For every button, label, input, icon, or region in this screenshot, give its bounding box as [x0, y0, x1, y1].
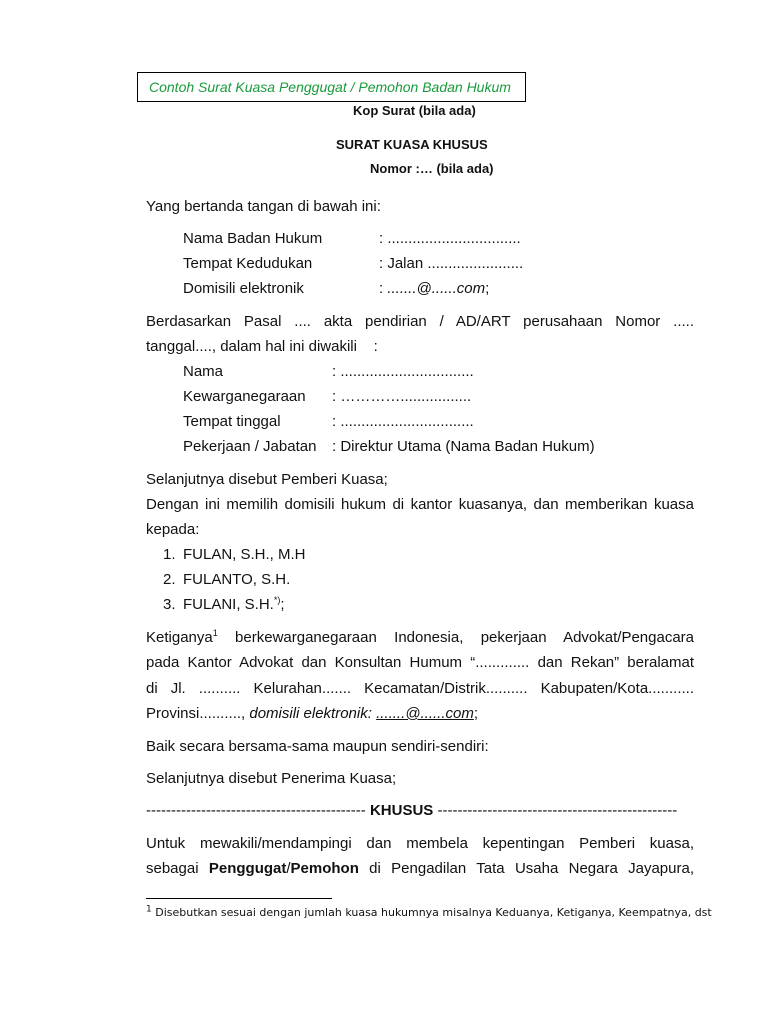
field-label: Kewarganegaraan	[183, 388, 306, 405]
field-value: : Direktur Utama (Nama Badan Hukum)	[332, 438, 595, 455]
basis-line: tanggal...., dalam hal ini diwakili :	[146, 338, 378, 355]
footnote-ref: 1	[212, 628, 218, 638]
field-label: Tempat Kedudukan	[183, 255, 313, 272]
field-label: Nama	[183, 363, 224, 380]
basis-line: Berdasarkan Pasal .... akta pendirian / AD/ART perusahaan Nomor .....	[146, 313, 694, 330]
intro-text: Yang bertanda tangan di bawah ini:	[146, 198, 381, 215]
footnote: $^1$ Disebutkan sesuai dengan jumlah kuasa hukumnya misalnya Keduanya, Ketiganya, Keempatnya, dst	[146, 904, 712, 919]
field-label: Pekerjaan / Jabatan	[183, 438, 317, 455]
lawyer-name: FULAN, S.H., M.H	[183, 546, 306, 563]
para-line: Untuk mewakili/mendampingi dan membela kepentingan Pemberi kuasa,	[146, 835, 694, 852]
para-line: Provinsi.........., domisili elektronik: .......@......com;	[146, 705, 478, 722]
lawyer-name: FULANI, S.H.*);	[183, 595, 285, 613]
field-value: : ………….................	[332, 388, 472, 405]
list-number: 1.	[163, 546, 176, 563]
email-placeholder: .......@......com	[376, 705, 474, 722]
para-line: Ketiganya$^1$ berkewarganegaraan Indonesia, pekerjaan Advokat/Pengacara	[146, 628, 694, 646]
list-number: 2.	[163, 571, 176, 588]
example-title: Contoh Surat Kuasa Penggugat / Pemohon Badan Hukum	[149, 79, 511, 95]
domisili-line: Dengan ini memilih domisili hukum di kantor kuasanya, dan memberikan kuasa	[146, 496, 694, 513]
para-line: pada Kantor Advokat dan Konsultan Humum “............. dan Rekan” beralamat	[146, 654, 694, 671]
document-number: Nomor :… (bila ada)	[370, 161, 494, 176]
domisili-line: kepada:	[146, 521, 200, 538]
para-line: sebagai Penggugat/Pemohon di Pengadilan Tata Usaha Negara Jayapura,	[146, 860, 694, 877]
field-label: Domisili elektronik	[183, 280, 304, 297]
penerima-kuasa: Selanjutnya disebut Penerima Kuasa;	[146, 770, 397, 787]
field-label: Nama Badan Hukum	[183, 230, 323, 247]
example-title-box	[137, 72, 526, 102]
email-placeholder: .......@......com	[387, 280, 486, 297]
document-title: SURAT KUASA KHUSUS	[336, 137, 488, 152]
para-line: di Jl. .......... Kelurahan....... Kecamatan/Distrik.......... Kabupaten/Kota...........	[146, 680, 694, 697]
field-value: : Jalan .......................	[379, 255, 524, 272]
field-label: Tempat tinggal	[183, 413, 281, 430]
field-value: : .......@......com;	[379, 280, 490, 297]
footnote-divider	[146, 898, 332, 899]
list-number: 3.	[163, 596, 176, 613]
bersama-text: Baik secara bersama-sama maupun sendiri-sendiri:	[146, 738, 489, 755]
kop-surat: Kop Surat (bila ada)	[353, 103, 476, 118]
field-value: : ................................	[379, 230, 521, 247]
field-value: : ................................	[332, 413, 474, 430]
khusus-divider: -------------------------------------------- KHUSUS ------------------------------------------------	[146, 802, 678, 819]
footnote-mark: *)	[273, 595, 281, 605]
lawyer-name: FULANTO, S.H.	[183, 571, 291, 588]
field-value: : ................................	[332, 363, 474, 380]
pemberi-kuasa: Selanjutnya disebut Pemberi Kuasa;	[146, 471, 388, 488]
